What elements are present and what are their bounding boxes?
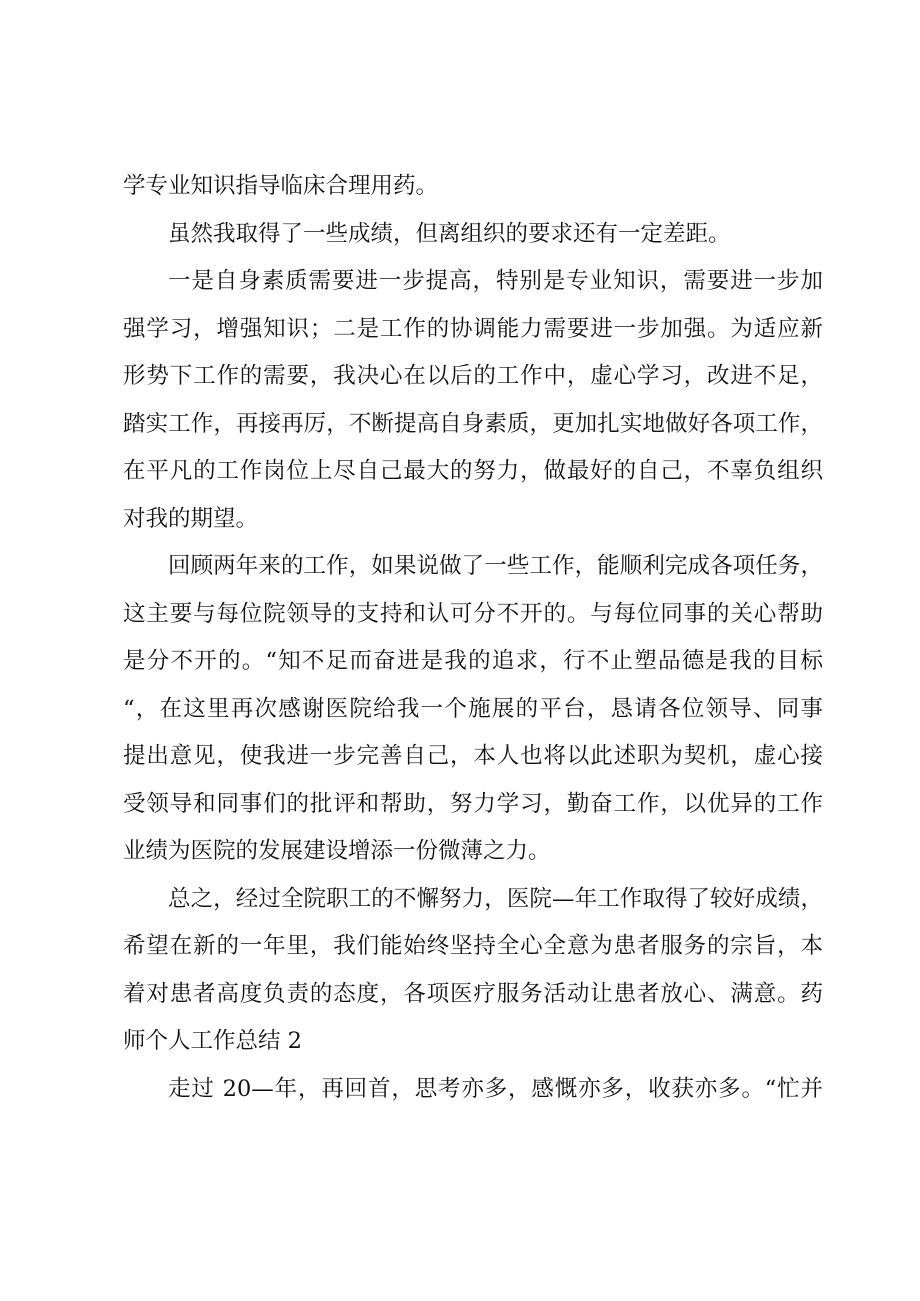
text-line: 总之，经过全院职工的不懈努力，医院—年工作取得了较好成绩， xyxy=(168,885,823,912)
text-line: 回顾两年来的工作，如果说做了一些工作，能顺利完成各项任务， xyxy=(168,553,823,579)
text-line: 走过 20—年，再回首，思考亦多，感慨亦多，收获亦多。“忙并 xyxy=(168,1075,823,1102)
text-line: 希望在新的一年里，我们能始终坚持全心全意为患者服务的宗旨，本 xyxy=(123,933,823,959)
text-line: 踏实工作，再接再厉，不断提高自身素质，更加扎实地做好各项工作， xyxy=(123,410,823,437)
document-body xyxy=(123,163,823,1113)
text-line: 是分不开的。“知不足而奋进是我的追求，行不止塑品德是我的目标 xyxy=(123,648,823,674)
text-line: “，在这里再次感谢医院给我一个施展的平台，恳请各位领导、同事 xyxy=(123,695,823,722)
text-line: 师个人工作总结 2 xyxy=(123,1028,302,1054)
text-line: 学专业知识指导临床合理用药。 xyxy=(123,173,439,199)
text-line: 一是自身素质需要进一步提高，特别是专业知识，需要进一步加 xyxy=(168,268,823,294)
text-line: 提出意见，使我进一步完善自己，本人也将以此述职为契机，虚心接 xyxy=(123,743,823,769)
text-line: 对我的期望。 xyxy=(123,505,259,532)
text-line: 着对患者高度负责的态度，各项医疗服务活动让患者放心、满意。药 xyxy=(123,980,823,1007)
text-line: 这主要与每位院领导的支持和认可分不开的。与每位同事的关心帮助 xyxy=(123,600,823,627)
text-line: 受领导和同事们的批评和帮助，努力学习，勤奋工作，以优异的工作 xyxy=(123,790,823,817)
text-line: 在平凡的工作岗位上尽自己最大的努力，做最好的自己，不辜负组织 xyxy=(123,458,823,484)
text-line: 虽然我取得了一些成绩，但离组织的要求还有一定差距。 xyxy=(168,220,731,247)
text-line: 强学习，增强知识；二是工作的协调能力需要进一步加强。为适应新 xyxy=(123,315,823,342)
text-line: 形势下工作的需要，我决心在以后的工作中，虚心学习，改进不足， xyxy=(123,363,823,389)
text-line: 业绩为医院的发展建设增添一份微薄之力。 xyxy=(123,838,551,864)
